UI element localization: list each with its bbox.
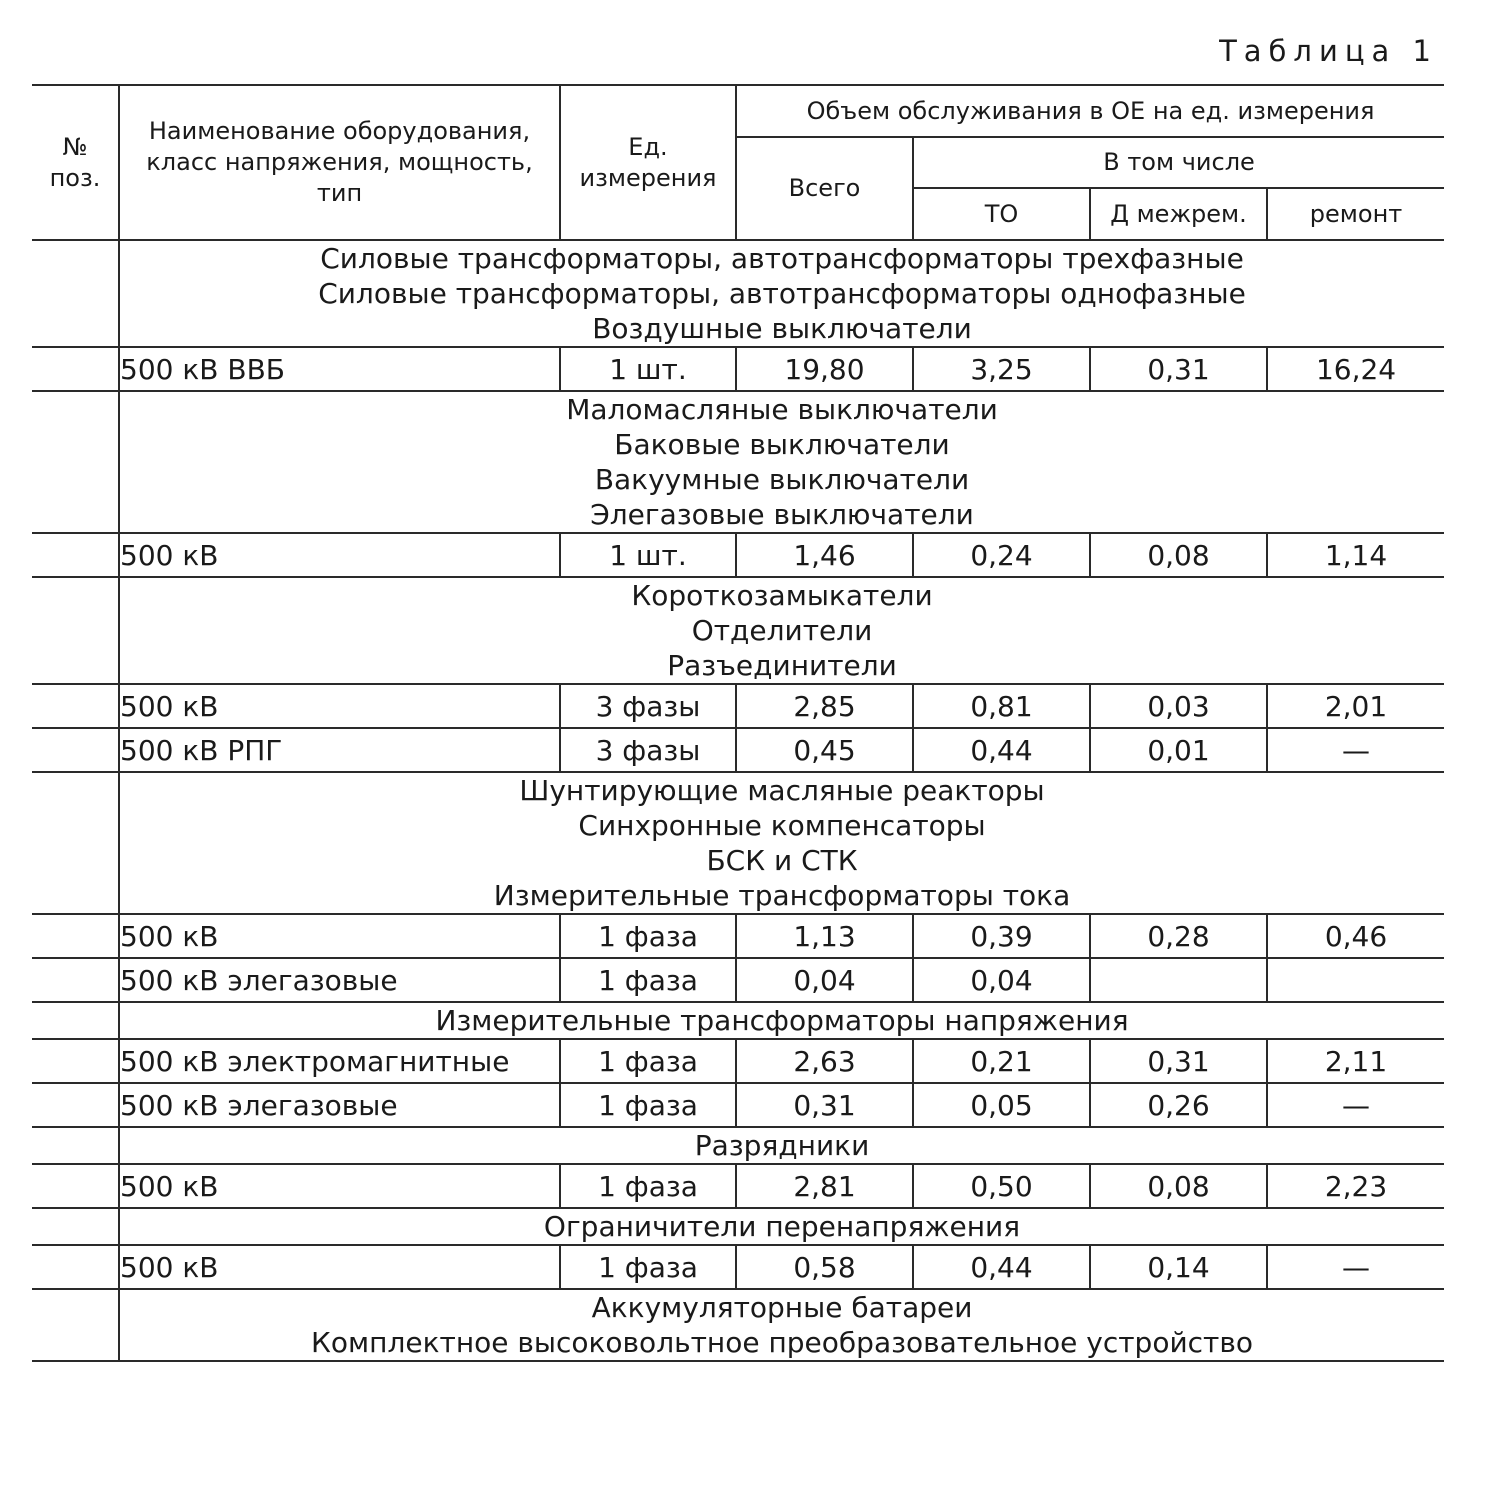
repair-cell: — bbox=[1267, 1083, 1444, 1127]
table-row bbox=[32, 684, 1444, 728]
name-cell: 500 кВ элегазовые bbox=[119, 958, 560, 1002]
pos-cell bbox=[32, 1164, 119, 1208]
table-row bbox=[32, 728, 1444, 772]
section-title bbox=[119, 577, 1444, 684]
section-line: Вакуумные выключатели bbox=[594, 463, 970, 496]
table-row bbox=[32, 1039, 1444, 1083]
total-cell: 0,04 bbox=[736, 958, 913, 1002]
pos-cell bbox=[32, 391, 119, 533]
d-cell: 0,14 bbox=[1090, 1245, 1267, 1289]
section-line: Разъединители bbox=[667, 649, 897, 682]
section-line: Измерительные трансформаторы тока bbox=[493, 879, 1071, 912]
d-cell: 0,08 bbox=[1090, 533, 1267, 577]
table-header bbox=[32, 85, 1444, 240]
section-line: Маломасляные выключатели bbox=[566, 393, 998, 426]
section-title bbox=[119, 1127, 1444, 1164]
name-cell: 500 кВ bbox=[119, 914, 560, 958]
header-to: ТО bbox=[913, 188, 1090, 240]
total-cell: 2,85 bbox=[736, 684, 913, 728]
table-row bbox=[32, 533, 1444, 577]
repair-cell: — bbox=[1267, 1245, 1444, 1289]
pos-cell bbox=[32, 1208, 119, 1245]
repair-cell: — bbox=[1267, 728, 1444, 772]
to-cell: 0,39 bbox=[913, 914, 1090, 958]
pos-cell bbox=[32, 1039, 119, 1083]
repair-cell: 2,11 bbox=[1267, 1039, 1444, 1083]
section-line: Синхронные компенсаторы bbox=[578, 809, 986, 842]
section-line: Отделители bbox=[691, 614, 873, 647]
section-line: БСК и СТК bbox=[706, 844, 858, 877]
section-title bbox=[119, 391, 1444, 533]
unit-cell: 3 фазы bbox=[560, 728, 736, 772]
table-row bbox=[32, 914, 1444, 958]
to-cell: 0,04 bbox=[913, 958, 1090, 1002]
name-cell: 500 кВ bbox=[119, 684, 560, 728]
pos-cell bbox=[32, 1127, 119, 1164]
repair-cell bbox=[1267, 958, 1444, 1002]
pos-cell bbox=[32, 728, 119, 772]
section-row bbox=[32, 1289, 1444, 1361]
to-cell: 0,21 bbox=[913, 1039, 1090, 1083]
section-title bbox=[119, 1289, 1444, 1361]
name-cell: 500 кВ bbox=[119, 1164, 560, 1208]
section-title bbox=[119, 772, 1444, 914]
pos-cell bbox=[32, 1289, 119, 1361]
repair-cell: 2,01 bbox=[1267, 684, 1444, 728]
header-repair: ремонт bbox=[1267, 188, 1444, 240]
d-cell: 0,01 bbox=[1090, 728, 1267, 772]
total-cell: 0,45 bbox=[736, 728, 913, 772]
name-cell: 500 кВ элегазовые bbox=[119, 1083, 560, 1127]
unit-cell: 1 шт. bbox=[560, 533, 736, 577]
total-cell: 0,58 bbox=[736, 1245, 913, 1289]
total-cell: 1,13 bbox=[736, 914, 913, 958]
section-line: Элегазовые выключатели bbox=[590, 498, 974, 531]
pos-cell bbox=[32, 533, 119, 577]
name-cell: 500 кВ электромагнитные bbox=[119, 1039, 560, 1083]
unit-cell: 1 фаза bbox=[560, 1083, 736, 1127]
table-caption: Таблица 1 bbox=[1219, 34, 1438, 68]
unit-cell: 1 фаза bbox=[560, 958, 736, 1002]
d-cell: 0,03 bbox=[1090, 684, 1267, 728]
unit-cell: 1 шт. bbox=[560, 347, 736, 391]
total-cell: 2,81 bbox=[736, 1164, 913, 1208]
repair-cell: 2,23 bbox=[1267, 1164, 1444, 1208]
name-cell: 500 кВ bbox=[119, 533, 560, 577]
repair-cell: 1,14 bbox=[1267, 533, 1444, 577]
header-pos: № поз. bbox=[32, 85, 119, 240]
to-cell: 0,81 bbox=[913, 684, 1090, 728]
unit-cell: 1 фаза bbox=[560, 1039, 736, 1083]
section-line: Измерительные трансформаторы напряжения bbox=[435, 1004, 1129, 1037]
section-title bbox=[119, 1002, 1444, 1039]
section-row bbox=[32, 772, 1444, 914]
d-cell: 0,31 bbox=[1090, 1039, 1267, 1083]
section-line: Ограничители перенапряжения bbox=[543, 1210, 1021, 1243]
name-cell: 500 кВ ВВБ bbox=[119, 347, 560, 391]
section-line: Комплектное высоковольтное преобразовательное устройство bbox=[311, 1326, 1253, 1359]
section-line: Силовые трансформаторы, автотрансформаторы однофазные bbox=[318, 277, 1246, 310]
section-title bbox=[119, 240, 1444, 347]
d-cell: 0,26 bbox=[1090, 1083, 1267, 1127]
section-row bbox=[32, 1127, 1444, 1164]
pos-cell bbox=[32, 347, 119, 391]
table-row bbox=[32, 1245, 1444, 1289]
table-row bbox=[32, 1083, 1444, 1127]
pos-cell bbox=[32, 240, 119, 347]
pos-cell bbox=[32, 1083, 119, 1127]
section-title bbox=[119, 1208, 1444, 1245]
section-line: Воздушные выключатели bbox=[592, 312, 972, 345]
section-line: Шунтирующие масляные реакторы bbox=[519, 774, 1045, 807]
header-d: Д межрем. bbox=[1090, 188, 1267, 240]
table-body bbox=[32, 240, 1444, 1361]
total-cell: 2,63 bbox=[736, 1039, 913, 1083]
header-volume: Объем обслуживания в ОЕ на ед. измерения bbox=[736, 85, 1444, 137]
header-including: В том числе bbox=[913, 137, 1444, 188]
d-cell: 0,31 bbox=[1090, 347, 1267, 391]
pos-cell bbox=[32, 1002, 119, 1039]
total-cell: 1,46 bbox=[736, 533, 913, 577]
pos-cell bbox=[32, 684, 119, 728]
pos-cell bbox=[32, 1245, 119, 1289]
header-unit: Ед. измерения bbox=[560, 85, 736, 240]
section-row bbox=[32, 240, 1444, 347]
header-name: Наименование оборудования, класс напряжения, мощность, тип bbox=[119, 85, 560, 240]
repair-cell: 16,24 bbox=[1267, 347, 1444, 391]
section-line: Разрядники bbox=[694, 1129, 870, 1162]
to-cell: 3,25 bbox=[913, 347, 1090, 391]
pos-cell bbox=[32, 958, 119, 1002]
to-cell: 0,50 bbox=[913, 1164, 1090, 1208]
unit-cell: 1 фаза bbox=[560, 1164, 736, 1208]
pos-cell bbox=[32, 772, 119, 914]
name-cell: 500 кВ РПГ bbox=[119, 728, 560, 772]
to-cell: 0,24 bbox=[913, 533, 1090, 577]
equipment-service-table bbox=[32, 84, 1444, 1362]
section-line: Силовые трансформаторы, автотрансформаторы трехфазные bbox=[320, 242, 1244, 275]
total-cell: 0,31 bbox=[736, 1083, 913, 1127]
d-cell: 0,28 bbox=[1090, 914, 1267, 958]
section-line: Короткозамыкатели bbox=[631, 579, 933, 612]
unit-cell: 1 фаза bbox=[560, 1245, 736, 1289]
section-row bbox=[32, 1208, 1444, 1245]
section-line: Баковые выключатели bbox=[614, 428, 950, 461]
to-cell: 0,44 bbox=[913, 728, 1090, 772]
table-row bbox=[32, 958, 1444, 1002]
section-row bbox=[32, 577, 1444, 684]
section-row bbox=[32, 1002, 1444, 1039]
section-row bbox=[32, 391, 1444, 533]
header-total: Всего bbox=[736, 137, 913, 240]
to-cell: 0,44 bbox=[913, 1245, 1090, 1289]
repair-cell: 0,46 bbox=[1267, 914, 1444, 958]
pos-cell bbox=[32, 577, 119, 684]
d-cell bbox=[1090, 958, 1267, 1002]
unit-cell: 3 фазы bbox=[560, 684, 736, 728]
name-cell: 500 кВ bbox=[119, 1245, 560, 1289]
section-line: Аккумуляторные батареи bbox=[591, 1291, 973, 1324]
pos-cell bbox=[32, 914, 119, 958]
unit-cell: 1 фаза bbox=[560, 914, 736, 958]
total-cell: 19,80 bbox=[736, 347, 913, 391]
d-cell: 0,08 bbox=[1090, 1164, 1267, 1208]
to-cell: 0,05 bbox=[913, 1083, 1090, 1127]
table-row bbox=[32, 1164, 1444, 1208]
table-row bbox=[32, 347, 1444, 391]
